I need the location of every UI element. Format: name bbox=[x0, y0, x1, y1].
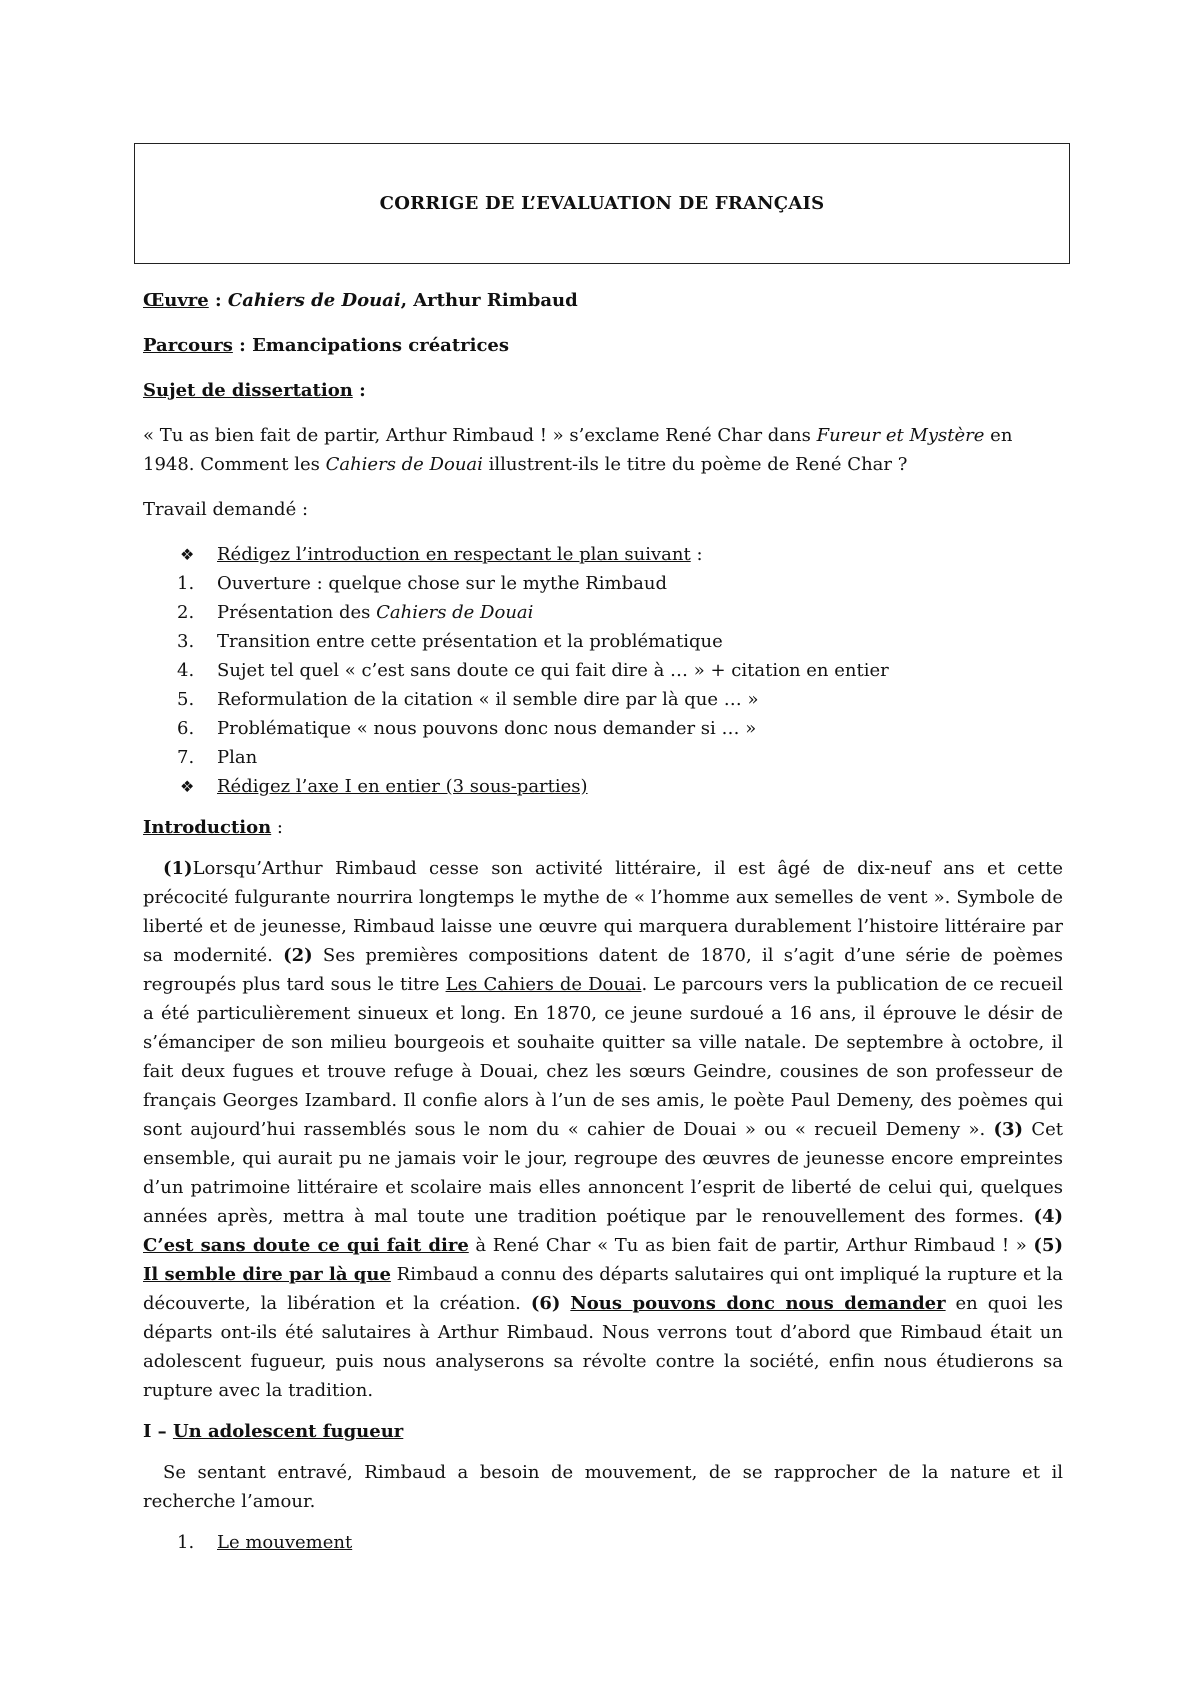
parcours-line: Parcours : Emancipations créatrices bbox=[143, 335, 510, 356]
section-intro-paragraph: Se sentant entravé, Rimbaud a besoin de mouvement, de se rapprocher de la nature et il recherche l’amour. bbox=[143, 1462, 1063, 1512]
plan-item: 7. Plan bbox=[177, 747, 258, 768]
diamond-bullet-icon: ❖ bbox=[180, 545, 195, 564]
oeuvre-label: Œuvre bbox=[143, 290, 209, 311]
document-title: CORRIGE DE L’EVALUATION DE FRANÇAIS bbox=[379, 193, 825, 214]
introduction-paragraph: (1)Lorsqu’Arthur Rimbaud cesse son activité littéraire, il est âgé de dix-neuf ans et cette précocité fulgurante nourrira longtemps le mythe de « l’homme aux semelles de vent ». Symbole de liberté et de jeunesse, Rimbaud laisse une œuvre qui marquera durablement l’histoire littéraire par sa modernité. (2) Ses premières compositions datent de 1870, il s’agit d’une série de poèmes regroupés plus tard sous le titre Les Cahiers de Douai. Le parcours vers la publication de ce recueil a été particulièrement sinueux et long. En 1870, ce jeune surdoué a 16 ans, il éprouve le désir de s’émanciper de son milieu bourgeois et souhaite quitter sa ville natale. De septembre à octobre, il fait deux fugues et trouve refuge à Douai, chez les sœurs Geindre, cousines de son professeur de français Georges Izambard. Il confie alors à l’un de ses amis, le poète Paul Demeny, des poèmes qui sont aujourd’hui rassemblés sous le nom du « cahier de Douai » ou « recueil Demeny ». (3) Cet ensemble, qui aurait pu ne jamais voir le jour, regroupe des œuvres de jeunesse encore empreintes d’un patrimoine littéraire et scolaire mais elles annoncent l’esprit de liberté de celui qui, quelques années après, mettra à mal toute une tradition poétique par le renouvellement des formes. (4) C’est sans doute ce qui fait dire à René Char « Tu as bien fait de partir, Arthur Rimbaud ! » (5) Il semble dire par là que Rimbaud a connu des départs salutaires qui ont impliqué la rupture et la découverte, la libération et la création. (6) Nous pouvons donc nous demander en quoi les départs ont-ils été salutaires à Arthur Rimbaud. Nous verrons tout d’abord que Rimbaud était un adolescent fugueur, puis nous analyserons sa révolte contre la société, enfin nous étudierons sa rupture avec la tradition. bbox=[143, 858, 1063, 1401]
subject-text: « Tu as bien fait de partir, Arthur Rimbaud ! » s’exclame René Char dans Fureur et Mystère en 1948. Comment les Cahiers de Douai illustrent-ils le titre du poème de René Char ? bbox=[143, 425, 1013, 475]
task-list bbox=[143, 540, 1063, 801]
task-item-axe-i: ❖ Rédigez l’axe I en entier (3 sous-parties) bbox=[143, 772, 1063, 801]
parcours-label: Parcours bbox=[143, 335, 233, 356]
travail-demande: Travail demandé : bbox=[143, 499, 309, 520]
plan-item: 6. Problématique « nous pouvons donc nous demander si … » bbox=[177, 718, 757, 739]
parcours-value: Emancipations créatrices bbox=[252, 335, 510, 356]
plan-item: 4. Sujet tel quel « c’est sans doute ce qui fait dire à … » + citation en entier bbox=[177, 660, 889, 681]
plan-item: 3. Transition entre cette présentation et la problématique bbox=[177, 631, 723, 652]
title-box bbox=[134, 143, 1070, 264]
work-title: Cahiers de Douai bbox=[227, 290, 401, 311]
document-body bbox=[143, 286, 1063, 1557]
introduction-heading: Introduction : bbox=[143, 817, 283, 838]
plan-item: 2. Présentation des Cahiers de Douai bbox=[177, 602, 534, 623]
diamond-bullet-icon: ❖ bbox=[180, 777, 195, 796]
subsection-heading: 1. Le mouvement bbox=[177, 1532, 353, 1553]
plan-item: 5. Reformulation de la citation « il semble dire par là que … » bbox=[177, 689, 759, 710]
task-item-introduction: ❖ Rédigez l’introduction en respectant le plan suivant : bbox=[143, 540, 1063, 569]
plan-item: 1. Ouverture : quelque chose sur le mythe Rimbaud bbox=[177, 573, 667, 594]
section-heading: I – Un adolescent fugueur bbox=[143, 1421, 404, 1442]
sujet-heading: Sujet de dissertation : bbox=[143, 380, 366, 401]
oeuvre-line: Œuvre : Cahiers de Douai, Arthur Rimbaud bbox=[143, 290, 578, 311]
